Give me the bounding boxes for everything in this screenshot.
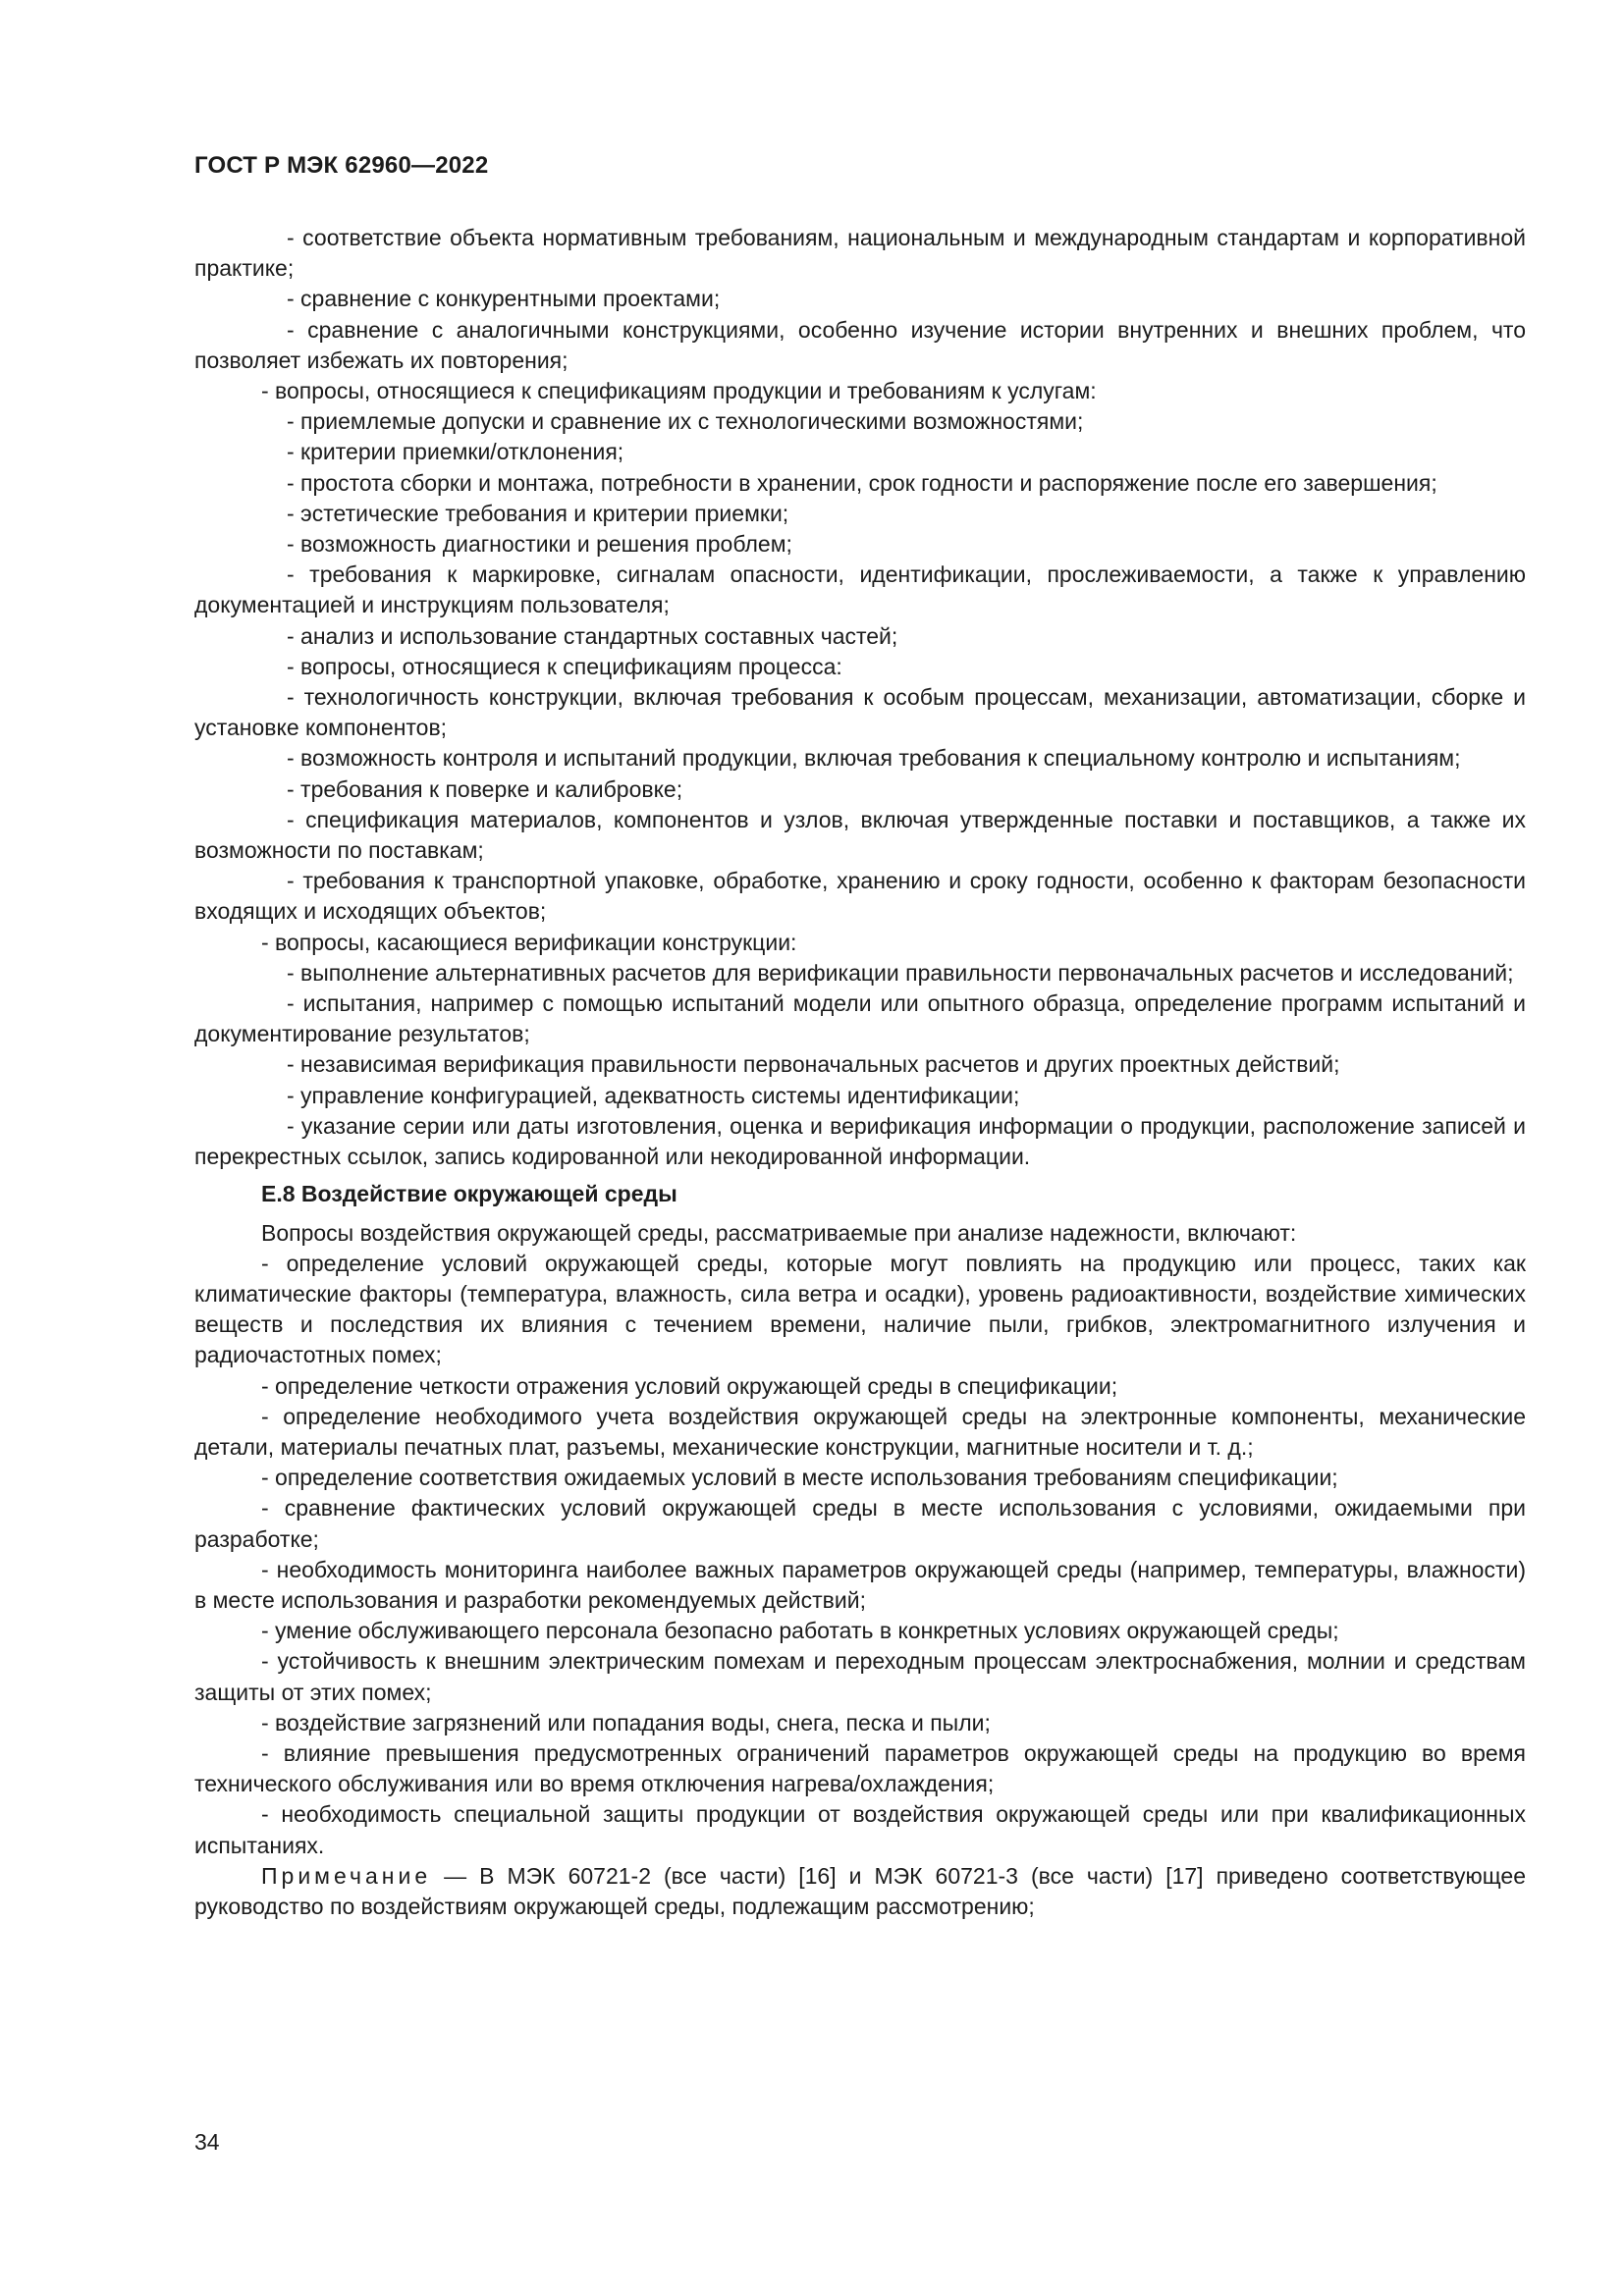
list-item: - спецификация материалов, компонентов и узлов, включая утвержденные поставки и поставщиков, а также их возможности по поставкам; <box>194 806 1526 864</box>
list-block-1 <box>194 223 1526 376</box>
list-item: - указание серии или даты изготовления, оценка и верификация информации о продукции, расположение записей и перекрестных ссылок, запись кодированной или некодированной информации. <box>194 1112 1526 1170</box>
list-block-5 <box>194 958 1526 1172</box>
section-intro: Вопросы воздействия окружающей среды, рассматриваемые при анализе надежности, включают: <box>261 1219 1297 1246</box>
list-item: - необходимость специальной защиты продукции от воздействия окружающей среды или при квалификационных испытаниях. <box>194 1801 1526 1858</box>
list-item: - возможность контроля и испытаний продукции, включая требования к специальному контролю и испытаниям; <box>287 745 1461 772</box>
list-item: - определение четкости отражения условий окружающей среды в спецификации; <box>261 1372 1118 1399</box>
list-block-4 <box>194 928 1526 958</box>
page-content <box>194 223 1526 1922</box>
note-text: — В МЭК 60721-2 (все части) [16] и МЭК 60721-3 (все части) [17] приведено соответствующее руководство по воздействиям окружающей среды, подлежащим рассмотрению; <box>194 1862 1526 1919</box>
document-header: ГОСТ Р МЭК 62960—2022 <box>194 152 489 179</box>
list-item: - возможность диагностики и решения проблем; <box>287 531 792 558</box>
list-item: - устойчивость к внешним электрическим помехам и переходным процессам электроснабжения, молнии и средствам защиты от этих помех; <box>194 1648 1526 1705</box>
list-item: - анализ и использование стандартных составных частей; <box>287 622 898 649</box>
list-item: - сравнение фактических условий окружающей среды в месте использования с условиями, ожидаемыми при разработке; <box>194 1495 1526 1552</box>
list-item: - выполнение альтернативных расчетов для верификации правильности первоначальных расчетов и исследований; <box>287 959 1514 986</box>
list-item: - требования к маркировке, сигналам опасности, идентификации, прослеживаемости, а также к управлению документацией и инструкциям пользователя; <box>194 561 1526 618</box>
list-item: - приемлемые допуски и сравнение их с технологическими возможностями; <box>287 408 1084 435</box>
note <box>194 1861 1526 1922</box>
list-item: - определение необходимого учета воздействия окружающей среды на электронные компоненты, механические детали, материалы печатных плат, разъемы, механические конструкции, магнитные носители и т. д.; <box>194 1403 1526 1460</box>
list-item: - управление конфигурацией, адекватность системы идентификации; <box>287 1082 1020 1108</box>
list-item: - вопросы, касающиеся верификации конструкции: <box>261 929 797 955</box>
list-item: - определение соответствия ожидаемых условий в месте использования требованиям спецификации; <box>261 1465 1338 1491</box>
list-item: - сравнение с конкурентными проектами; <box>287 286 721 312</box>
section-list <box>194 1249 1526 1861</box>
list-item: - независимая верификация правильности первоначальных расчетов и других проектных действий; <box>287 1051 1340 1078</box>
list-item: - влияние превышения предусмотренных ограничений параметров окружающей среды на продукцию во время технического обслуживания или во время отключения нагрева/охлаждения; <box>194 1739 1526 1797</box>
section-heading: Е.8 Воздействие окружающей среды <box>261 1181 677 1207</box>
list-item: - определение условий окружающей среды, которые могут повлиять на продукцию или процесс, таких как климатические факторы (температура, влажность, сила ветра и осадки), уровень радиоактивности, воздействие химических веществ и последствия их влияния с течением времени, наличие пыли, грибков, электромагнитного излучения и радиочастотных помех; <box>194 1250 1526 1368</box>
list-item: - простота сборки и монтажа, потребности в хранении, срок годности и распоряжение после его завершения; <box>287 469 1437 496</box>
list-item: - необходимость мониторинга наиболее важных параметров окружающей среды (например, температуры, влажности) в месте использования и разработки рекомендуемых действий; <box>194 1556 1526 1613</box>
list-item: - требования к транспортной упаковке, обработке, хранению и сроку годности, особенно к факторам безопасности входящих и исходящих объектов; <box>194 868 1526 925</box>
list-item: - сравнение с аналогичными конструкциями, особенно изучение истории внутренних и внешних проблем, что позволяет избежать их повторения; <box>194 316 1526 373</box>
list-block-3 <box>194 406 1526 927</box>
list-item: - технологичность конструкции, включая требования к особым процессам, механизации, автоматизации, сборке и установке компонентов; <box>194 684 1526 741</box>
list-item: - умение обслуживающего персонала безопасно работать в конкретных условиях окружающей среды; <box>261 1618 1339 1644</box>
list-item: - воздействие загрязнений или попадания воды, снега, песка и пыли; <box>261 1709 991 1735</box>
list-item: - вопросы, относящиеся к спецификациям процесса: <box>287 653 842 679</box>
list-item: - вопросы, относящиеся к спецификациям продукции и требованиям к услугам: <box>261 378 1097 404</box>
page-number: 34 <box>194 2129 220 2155</box>
list-item: - эстетические требования и критерии приемки; <box>287 500 789 526</box>
note-label: Примечание <box>261 1862 432 1889</box>
list-block-2 <box>194 376 1526 406</box>
list-item: - критерии приемки/отклонения; <box>287 439 624 465</box>
list-item: - требования к поверке и калибровке; <box>287 775 683 802</box>
list-item: - соответствие объекта нормативным требованиям, национальным и международным стандартам и корпоративной практике; <box>194 225 1526 282</box>
list-item: - испытания, например с помощью испытаний модели или опытного образца, определение программ испытаний и документирование результатов; <box>194 990 1526 1047</box>
